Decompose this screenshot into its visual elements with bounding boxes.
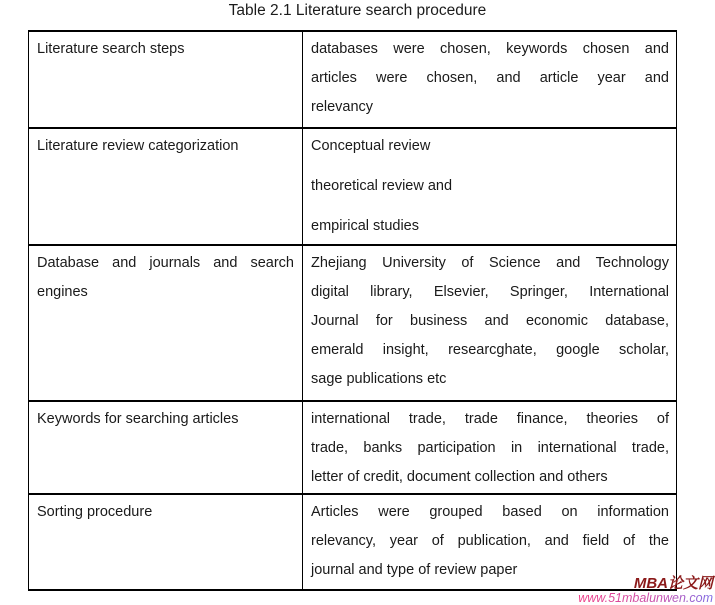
- text-line: journal and type of review paper: [311, 562, 518, 578]
- watermark-site-name: MBA论文网: [633, 575, 713, 592]
- row-value-cell: [303, 246, 676, 400]
- text-line: Sorting procedure: [37, 504, 153, 520]
- text-line: databases were chosen, keywords chosen and: [311, 41, 669, 57]
- text-line: international trade, trade finance, theories of: [311, 411, 669, 427]
- table-row: [29, 246, 676, 402]
- text-line: Literature review categorization: [37, 138, 239, 154]
- text-line: theoretical review and: [311, 178, 453, 194]
- text-line: trade, banks participation in international trade,: [311, 440, 669, 456]
- text-line: articles were chosen, and article year and: [311, 70, 669, 86]
- text-line: Database and journals and search: [37, 255, 294, 271]
- row-label-cell: [29, 495, 303, 589]
- row-label-cell: [29, 246, 303, 400]
- row-value-cell: [303, 32, 676, 127]
- text-line: emerald insight, researcghate, google scholar,: [311, 342, 669, 358]
- row-value-cell: [303, 129, 676, 244]
- text-line: digital library, Elsevier, Springer, International: [311, 284, 669, 300]
- text-line: relevancy, year of publication, and field of the: [311, 533, 669, 549]
- table-row: [29, 129, 676, 246]
- text-line: engines: [37, 284, 88, 300]
- text-line: Articles were grouped based on information: [311, 504, 669, 520]
- table-row: [29, 402, 676, 495]
- text-line: Keywords for searching articles: [37, 411, 239, 427]
- row-value-cell: [303, 402, 676, 493]
- text-line: Literature search steps: [37, 41, 185, 57]
- text-line: Zhejiang University of Science and Technology: [311, 255, 669, 271]
- watermark: [578, 576, 713, 605]
- text-line: letter of credit, document collection and others: [311, 469, 608, 485]
- watermark-site-url: www.51mbalunwen.com: [578, 591, 713, 605]
- table-row: [29, 32, 676, 129]
- table-row: [29, 495, 676, 589]
- text-line: sage publications etc: [311, 371, 447, 387]
- text-line: Journal for business and economic database,: [311, 313, 669, 329]
- literature-search-table: [28, 30, 677, 591]
- table-caption: Table 2.1 Literature search procedure: [228, 2, 487, 19]
- text-line: relevancy: [311, 99, 374, 115]
- row-label-cell: [29, 32, 303, 127]
- row-value-cell: [303, 495, 676, 589]
- row-label-cell: [29, 402, 303, 493]
- text-line: Conceptual review: [311, 138, 431, 154]
- text-line: empirical studies: [311, 218, 419, 234]
- row-label-cell: [29, 129, 303, 244]
